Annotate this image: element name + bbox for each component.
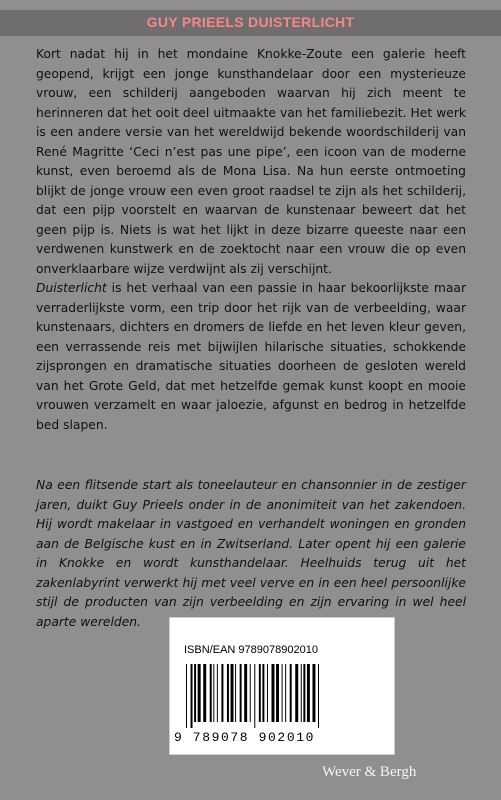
barcode-bar [282,664,283,722]
barcode-bar [250,664,251,722]
barcode-bar [262,664,264,722]
barcode-bar [259,664,261,722]
barcode-bar [276,664,279,722]
author-bio: Na een flitsende start als toneelauteur en chansonnier in de zestiger jaren, duikt Guy Prieels onder in de anonimiteit van het zakendoen. Hij wordt makelaar in vastgoed en verhandelt woningen en gronden aan de Belgische kust en in Zwitserland. Later opent hij een galerie in Knokke en wordt kunsthandelaar. Heelhuids terug uit het zakenlabyrint verwerkt hij met veel verve en in een heel persoonlijke stijl de producten van zijn verbeelding en zijn ervaring in wel heel aparte werelden. [36,478,466,629]
barcode-bar [227,664,229,722]
barcode-bar [194,664,196,722]
barcode-bar [295,664,298,722]
barcode-bar [231,664,234,722]
barcode-bar [301,664,302,722]
barcode-bar [267,664,268,722]
blurb-paragraph-1: Kort nadat hij in het mondaine Knokke-Zoute een galerie heeft geopend, krijgt een jonge kunsthandelaar door een mysterieuze vrouw, een schilderij aangeboden waarvan hij zich meent te herinneren dat het ooit deel uitmaakte van het familiebezit. Het werk is een andere versie van het wereldwijd bekende woordschilderij van René Magritte ‘Ceci n’est pas une pipe’, een icoon van de moderne kunst, even beroemd als de Mona Lisa. Na hun eerste ontmoeting blijkt de jonge vrouw een even groot raadsel te zijn als het schilderij, dat een pijp voorstelt en waarvan de kunstenaar beweert dat het geen pijp is. Niets is wat het lijkt in deze bizarre queeste naar een verdwenen kunstwerk en de zoektocht naar een vrouw die op even onverklaarbare wijze verdwijnt als zij verschijnt. [36,47,466,276]
publisher-logo: Wever & Bergh [322,764,417,780]
barcode-bar [240,664,242,722]
barcode-bar [285,664,286,722]
barcode-bar [198,664,201,722]
barcode-bar [186,664,187,728]
barcode-bar [254,664,255,728]
barcode-digits: 9 789078 902010 [174,730,316,745]
barcode-bar [210,664,212,722]
blurb-title-italic: Duisterlicht [36,281,107,295]
barcode-bar [244,664,247,722]
barcode-bars [186,664,376,728]
barcode-bar [290,664,292,722]
barcode-bar [303,664,305,722]
barcode-bar [213,664,214,722]
barcode-bar [191,664,193,728]
barcode-sticker [169,617,395,755]
blurb [36,45,466,435]
book-title: GUY PRIEELS DUISTERLICHT [146,14,355,30]
barcode-bar [235,664,236,722]
barcode-bar [312,664,315,722]
blurb-paragraph-2: is het verhaal van een passie in haar bekoorlijkste maar verraderlijkste vorm, een trip door het rijk van de verbeelding, waar kunstenaars, dichters en dromers de liefde en het leven kleur geven, een verrassende reis met bijwijlen hilarische situaties, schokkende zijsprongen en dramatische situaties doorheen de gesloten wereld van het Grote Geld, dat met hetzelfde gemak kunst koopt en mooie vrouwen verzamelt en waar jaloezie, afgunst en bedrog in hetzelfde bed slapen. [36,281,466,432]
isbn-label: ISBN/EAN 9789078902010 [184,644,318,656]
barcode-bar [307,664,310,722]
barcode-bar [221,664,223,722]
barcode-bar [217,664,218,722]
barcode-bar [318,664,319,728]
barcode-bar [272,664,275,722]
barcode-bar [203,664,206,722]
title-banner [0,10,501,36]
